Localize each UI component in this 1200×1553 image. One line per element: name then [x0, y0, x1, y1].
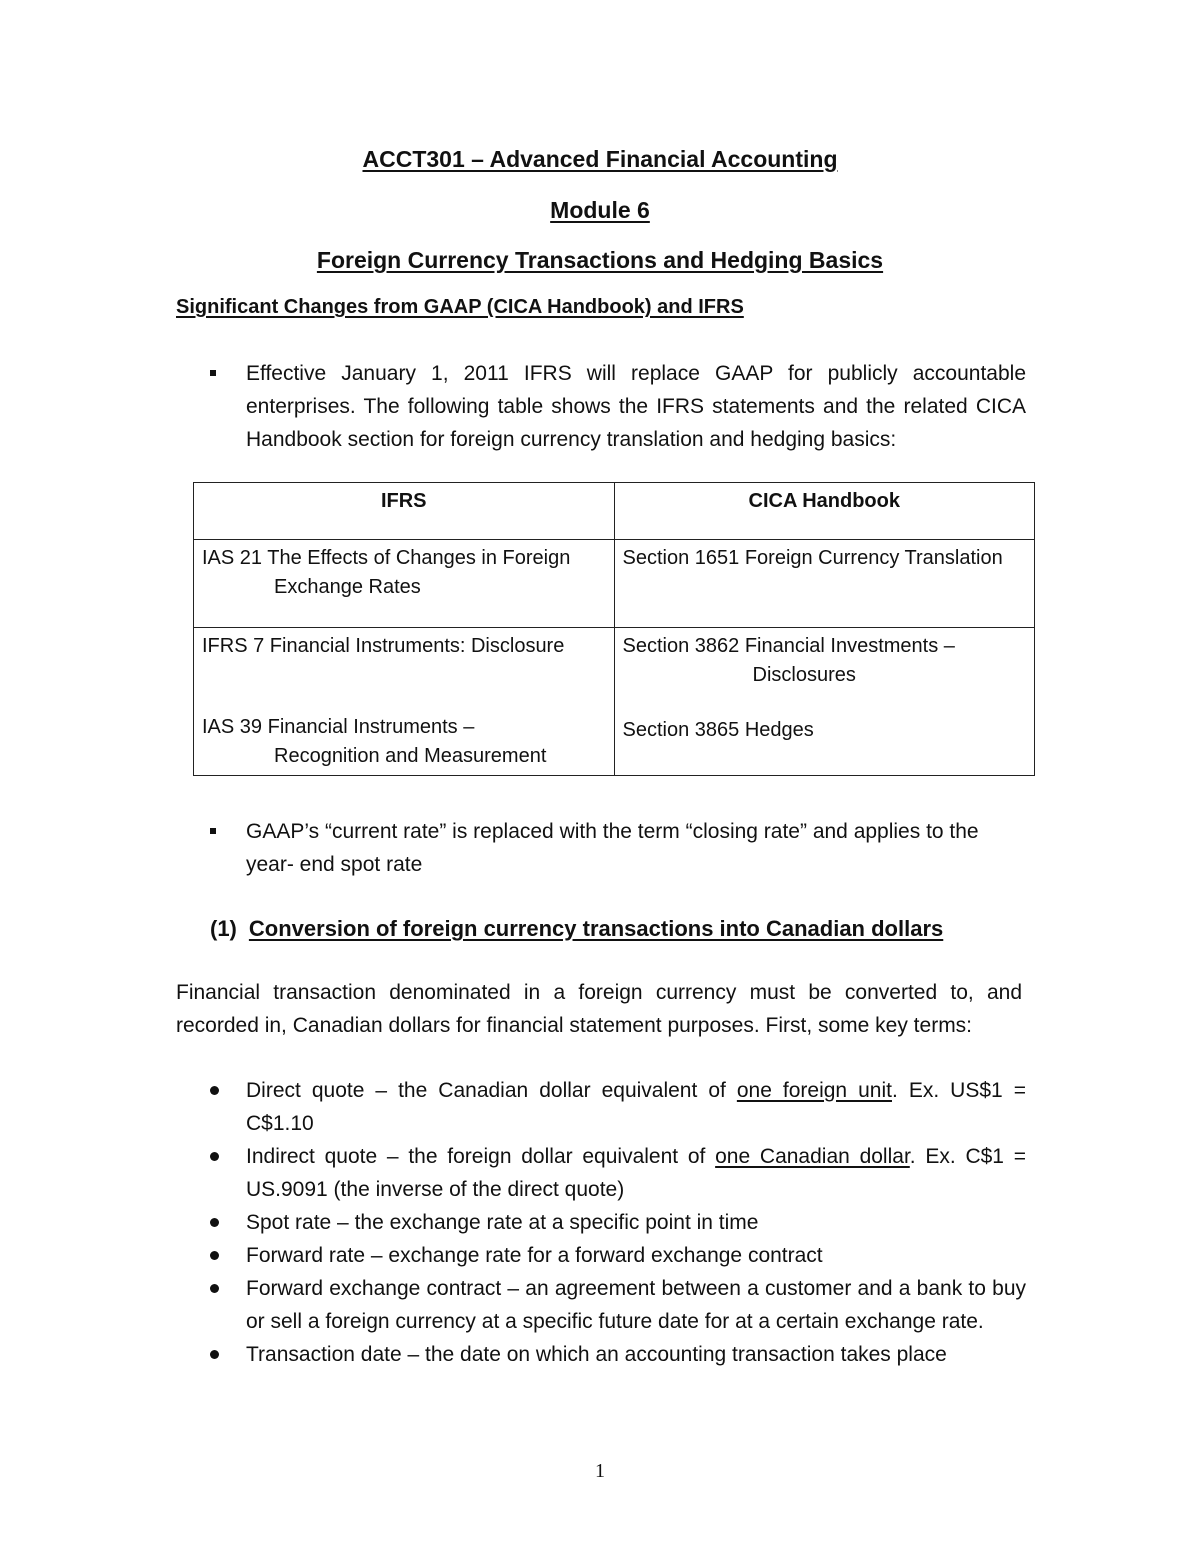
dot-bullet-icon [210, 1350, 219, 1359]
row1-ifrs-line2: Exchange Rates [274, 576, 421, 598]
header-cica: CICA Handbook [614, 483, 1035, 540]
row2-ifrs-b-line2: Recognition and Measurement [274, 745, 547, 767]
row2-ifrs-a: IFRS 7 Financial Instruments: Disclosure [202, 635, 565, 657]
table-row [194, 540, 1035, 628]
list-item [176, 1272, 1026, 1338]
dot-bullet-icon [210, 1218, 219, 1227]
intro-bullet [176, 357, 1026, 456]
row2-cica-cell [614, 628, 1035, 776]
dot-bullet-icon [210, 1284, 219, 1293]
list-item [176, 1239, 1026, 1272]
dot-bullet-icon [210, 1086, 219, 1095]
course-title: ACCT301 – Advanced Financial Accounting [362, 146, 838, 172]
gaap-bullet-text: GAAP’s “current rate” is replaced with the term “closing rate” and applies to the year- end spot rate [246, 820, 979, 876]
dot-bullet-icon [210, 1251, 219, 1260]
section-heading: Significant Changes from GAAP (CICA Handbook) and IFRS [176, 296, 744, 318]
intro-bullet-text: Effective January 1, 2011 IFRS will replace GAAP for publicly accountable enterprises. The following table shows the IFRS statements and the related CICA Handbook section for foreign currency translation and hedging basics: [246, 362, 1026, 451]
transaction-date-text: Transaction date – the date on which an accounting transaction takes place [246, 1343, 947, 1366]
heading-conversion [210, 916, 943, 942]
row2-ifrs-cell [194, 628, 615, 776]
forward-contract-text: Forward exchange contract – an agreement between a customer and a bank to buy or sell a foreign currency at a specific future date for at a certain exchange rate. [246, 1277, 1026, 1333]
intro-paragraph: Financial transaction denominated in a foreign currency must be converted to, and recorded in, Canadian dollars for financial statement purposes. First, some key terms: [176, 981, 1022, 1037]
row2-cica-a-line1: Section 3862 Financial Investments – [622, 635, 955, 657]
key-terms-list [176, 1074, 1026, 1371]
list-item [176, 1206, 1026, 1239]
table-header-row [194, 483, 1035, 540]
list-item [176, 1338, 1026, 1371]
direct-quote-underline: one foreign unit [736, 1079, 892, 1102]
dot-bullet-icon [210, 1152, 219, 1161]
header-ifrs: IFRS [194, 483, 615, 540]
row2-cica-a-line2: Disclosures [752, 664, 856, 686]
indirect-quote-underline: one Canadian dollar [715, 1145, 910, 1168]
table-row [194, 628, 1035, 776]
gaap-bullet [176, 815, 1026, 881]
row2-cica-b: Section 3865 Hedges [622, 719, 814, 741]
row2-ifrs-b-line1: IAS 39 Financial Instruments – [202, 716, 475, 738]
direct-quote-post: . Ex. US$1 = C$1.10 [246, 1079, 1026, 1135]
row1-cica-cell: Section 1651 Foreign Currency Translation [614, 540, 1035, 628]
list-item [176, 1140, 1026, 1206]
spot-rate-text: Spot rate – the exchange rate at a specific point in time [246, 1211, 759, 1234]
indirect-quote-pre: Indirect quote – the foreign dollar equivalent of [246, 1145, 716, 1168]
heading-text: Conversion of foreign currency transactions into Canadian dollars [248, 916, 944, 941]
topic-title: Foreign Currency Transactions and Hedging Basics [316, 247, 884, 273]
indirect-quote-post: . Ex. C$1 = US.9091 (the inverse of the direct quote) [246, 1145, 1026, 1201]
heading-number: (1) [210, 916, 237, 941]
square-bullet-icon [210, 370, 216, 376]
list-item [176, 1074, 1026, 1140]
ifrs-cica-table [193, 482, 1035, 776]
row1-ifrs-cell [194, 540, 615, 628]
forward-rate-text: Forward rate – exchange rate for a forward exchange contract [246, 1244, 823, 1267]
direct-quote-pre: Direct quote – the Canadian dollar equivalent of [246, 1079, 737, 1102]
row1-ifrs-line1: IAS 21 The Effects of Changes in Foreign [202, 547, 571, 569]
page-number: 1 [595, 1460, 605, 1482]
square-bullet-icon [210, 828, 216, 834]
module-title: Module 6 [550, 197, 650, 223]
